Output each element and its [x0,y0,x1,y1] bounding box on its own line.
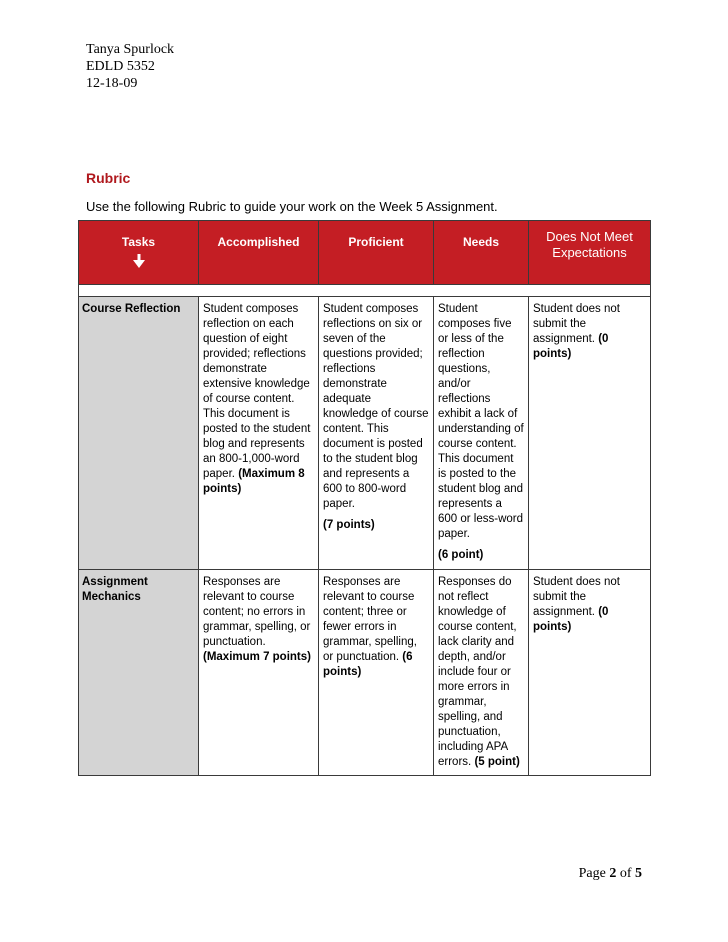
header-tasks-label: Tasks [121,235,156,249]
header-spacer [79,285,651,297]
rubric-header-row [79,221,651,285]
page-word: Page [578,866,606,881]
criteria-text: Responses do not reflect knowledge of course content, lack clarity and depth, and/or include four or more errors in grammar, spelling, and punctuation, including APA errors. [438,576,517,768]
criteria-text: Student does not submit the assignment. [533,576,620,618]
points-label: (0 points) [533,333,609,360]
header-dnm-line1: Does Not Meet [546,229,633,244]
header-needs [434,221,529,285]
needs-cell [434,570,529,776]
course-code: EDLD 5352 [86,59,155,74]
down-arrow-icon [83,254,194,271]
accomplished-cell [199,297,319,570]
document-header [86,41,174,92]
of-word: of [619,866,632,881]
accomplished-cell [199,570,319,776]
header-accomplished-label: Accomplished [217,235,300,249]
header-accomplished [199,221,319,285]
table-row [79,570,651,776]
criteria-text: Responses are relevant to course content; no errors in grammar, spelling, or punctuation. [203,576,311,648]
points-label: (7 points) [323,519,375,531]
points-label: (5 point) [474,756,520,768]
criteria-text: Responses are relevant to course content; three or fewer errors in grammar, spelling, or punctuation. [323,576,417,663]
criteria-text: Student composes reflection on each question of eight provided; reflections demonstrate extensive knowledge of course content. This document is posted to the student blog and represents an 800-1,000-word paper. [203,303,311,480]
proficient-cell [319,297,434,570]
criteria-text: Student does not submit the assignment. [533,303,620,345]
header-proficient-label: Proficient [348,235,404,249]
does-not-meet-cell [529,297,651,570]
task-cell: Course Reflection [79,297,199,570]
task-cell: Assignment Mechanics [79,570,199,776]
intro-text: Use the following Rubric to guide your work on the Week 5 Assignment. [86,199,498,214]
header-dnm-line2: Expectations [552,245,627,260]
header-needs-label: Needs [462,235,500,249]
section-title: Rubric [86,170,131,186]
document-date: 12-18-09 [86,76,138,91]
table-row [79,297,651,570]
header-does-not-meet [529,221,651,285]
page-total: 5 [635,866,642,881]
criteria-text: Student composes five or less of the reflection questions, and/or reflections exhibit a lack of understanding of course content. This document is posted to the student blog and represents a 600 or less-word paper. [438,303,524,540]
header-does-not-meet-label [533,229,646,261]
proficient-cell [319,570,434,776]
needs-cell [434,297,529,570]
rubric-table [78,220,651,776]
author-name: Tanya Spurlock [86,42,175,57]
points-label: (Maximum 7 points) [203,651,311,663]
header-tasks [79,221,199,285]
page-number: 2 [609,866,617,881]
page-footer [579,866,642,882]
points-label: (0 points) [533,606,609,633]
points-label: (6 points) [323,651,413,678]
header-proficient [319,221,434,285]
points-label: (Maximum 8 points) [203,468,305,495]
criteria-text: Student composes reflections on six or seven of the questions provided; reflections demonstrate adequate knowledge of course content. This document is posted to the student blog and represents a 600 to 800-word paper. [323,303,429,510]
does-not-meet-cell [529,570,651,776]
points-label: (6 point) [438,549,484,561]
